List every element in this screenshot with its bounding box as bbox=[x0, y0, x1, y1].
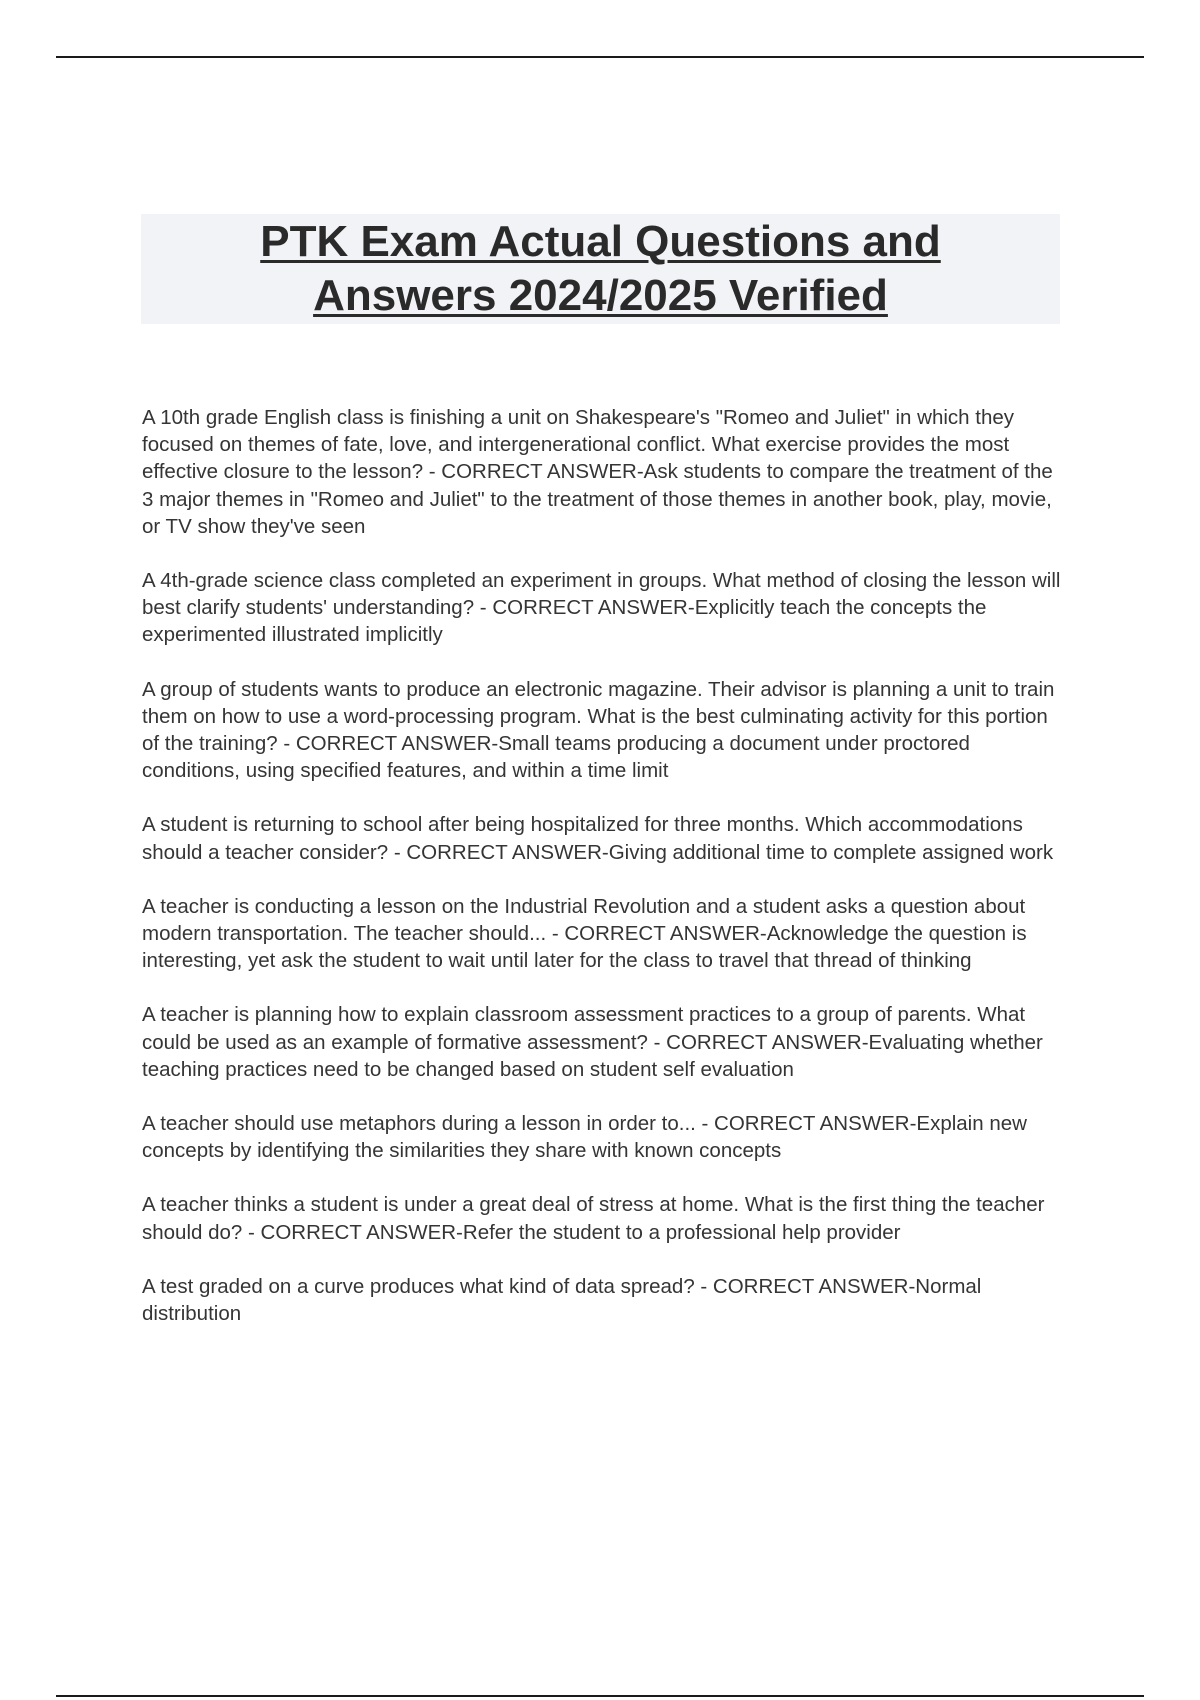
title-line-1: PTK Exam Actual Questions and bbox=[260, 217, 941, 266]
qa-item-5: A teacher is conducting a lesson on the Industrial Revolution and a student asks a question about modern transportation. The teacher should... - CORRECT ANSWER-Acknowledge the question is interesting, yet ask the student to wait until later for the class to travel that thread of thinking bbox=[142, 894, 1027, 973]
title-banner bbox=[141, 214, 1060, 324]
qa-item-9: A test graded on a curve produces what kind of data spread? - CORRECT ANSWER-Normal distribution bbox=[142, 1274, 982, 1326]
top-rule bbox=[56, 56, 1144, 58]
qa-item-8: A teacher thinks a student is under a great deal of stress at home. What is the first thing the teacher should do? - CORRECT ANSWER-Refer the student to a professional help provider bbox=[142, 1193, 1045, 1244]
question-answer-list bbox=[142, 404, 1062, 1354]
qa-item-4: A student is returning to school after being hospitalized for three months. Which accommodations should a teacher consider? - CORRECT ANSWER-Giving additional time to complete assigned work bbox=[142, 813, 1054, 864]
document-title bbox=[260, 215, 941, 323]
qa-item-6: A teacher is planning how to explain classroom assessment practices to a group of parents. What could be used as an example of formative assessment? - CORRECT ANSWER-Evaluating whether teaching practices need to be changed based on student self evaluation bbox=[142, 1003, 1043, 1081]
qa-item-3: A group of students wants to produce an electronic magazine. Their advisor is planning a unit to train them on how to use a word-processing program. What is the best culminating activity for this portion of the training? - CORRECT ANSWER-Small teams producing a document under proctored conditions, using specified features, and within a time limit bbox=[142, 677, 1055, 783]
qa-item-1: A 10th grade English class is finishing a unit on Shakespeare's "Romeo and Juliet" in which they focused on themes of fate, love, and intergenerational conflict. What exercise provides the most effective closure to the lesson? - CORRECT ANSWER-Ask students to compare the treatment of the 3 major themes in "Romeo and Juliet" to the treatment of those themes in another book, play, movie, or TV show they've seen bbox=[142, 406, 1053, 538]
qa-item-2: A 4th-grade science class completed an experiment in groups. What method of closing the lesson will best clarify students' understanding? - CORRECT ANSWER-Explicitly teach the concepts the experimented illustrated implicitly bbox=[142, 569, 1061, 647]
qa-item-7: A teacher should use metaphors during a lesson in order to... - CORRECT ANSWER-Explain new concepts by identifying the similarities they share with known concepts bbox=[142, 1112, 1027, 1163]
title-line-2: Answers 2024/2025 Verified bbox=[313, 271, 888, 320]
bottom-rule bbox=[56, 1695, 1144, 1697]
